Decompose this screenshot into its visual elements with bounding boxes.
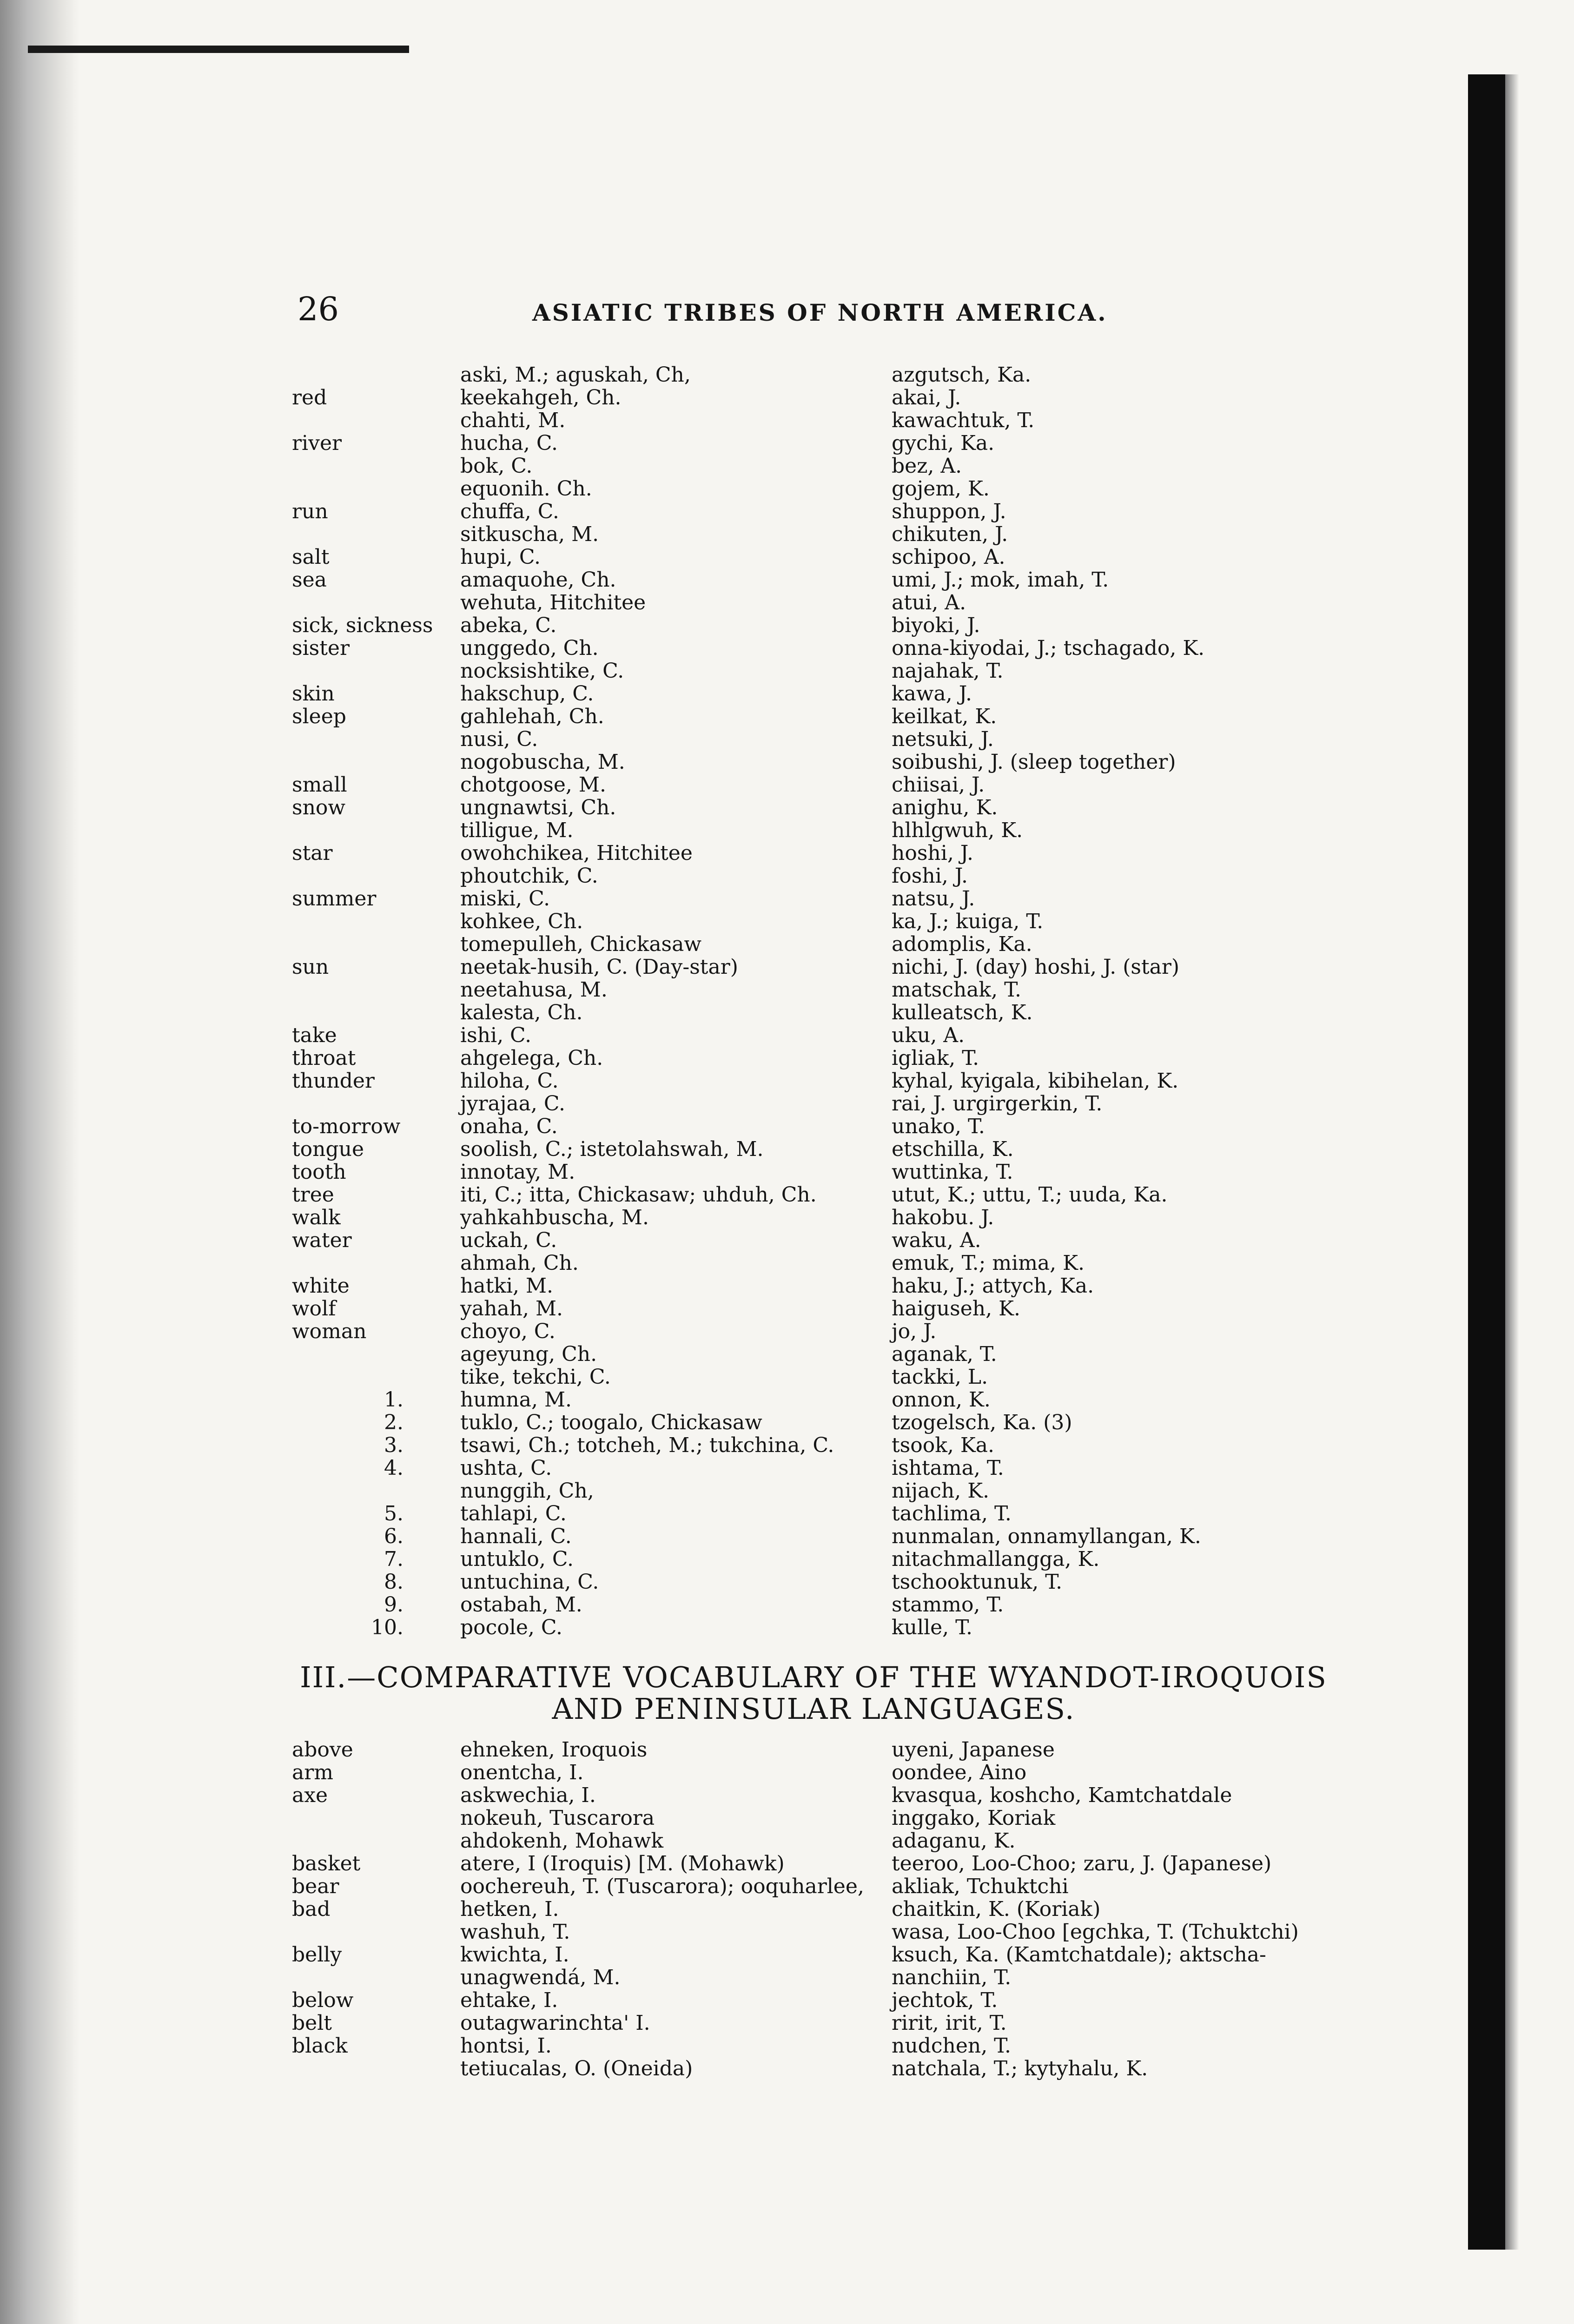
english-word: thunder <box>292 1069 375 1093</box>
american-equivalent: ageyung, Ch. <box>460 1342 597 1366</box>
american-equivalent: chotgoose, M. <box>460 773 606 797</box>
asiatic-equivalent: nanchiin, T. <box>892 1966 1012 1989</box>
asiatic-equivalent: kawachtuk, T. <box>892 409 1035 432</box>
american-equivalent: miski, C. <box>460 887 550 911</box>
american-equivalent: abeka, C. <box>460 614 557 637</box>
american-equivalent: nogobuscha, M. <box>460 750 625 774</box>
american-equivalent: keekahgeh, Ch. <box>460 386 622 409</box>
american-equivalent: pocole, C. <box>460 1616 562 1639</box>
american-equivalent: humna, M. <box>460 1388 572 1412</box>
english-word: run <box>292 500 328 523</box>
american-equivalent: neetahusa, M. <box>460 978 608 1002</box>
american-equivalent: kalesta, Ch. <box>460 1001 583 1024</box>
vocabulary-row <box>292 2012 1375 2034</box>
vocabulary-row <box>292 933 1375 956</box>
asiatic-equivalent: igliak, T. <box>892 1046 979 1070</box>
asiatic-equivalent: hlhlgwuh, K. <box>892 819 1023 842</box>
american-equivalent: onaha, C. <box>460 1115 558 1138</box>
american-equivalent: outagwarinchta' I. <box>460 2011 650 2035</box>
american-equivalent: iti, C.; itta, Chickasaw; uhduh, Ch. <box>460 1183 817 1207</box>
english-word: belly <box>292 1943 342 1967</box>
english-word: sleep <box>292 705 346 728</box>
english-word: wolf <box>292 1297 336 1320</box>
american-equivalent: unagwendá, M. <box>460 1966 621 1989</box>
asiatic-equivalent: kulleatsch, K. <box>892 1001 1033 1024</box>
vocabulary-row <box>292 591 1375 614</box>
vocabulary-row <box>292 1616 1375 1639</box>
vocabulary-row <box>292 2057 1375 2080</box>
vocabulary-row <box>292 523 1375 546</box>
vocabulary-row <box>292 1829 1375 1852</box>
section-heading <box>279 1662 1348 1725</box>
asiatic-equivalent: kawa, J. <box>892 682 972 706</box>
english-word: tree <box>292 1183 334 1207</box>
english-word: river <box>292 431 342 455</box>
asiatic-equivalent: hakobu. J. <box>892 1206 994 1229</box>
section-heading-line-2: AND PENINSULAR LANGUAGES. <box>552 1692 1075 1726</box>
english-word: throat <box>292 1046 356 1070</box>
english-word: salt <box>292 545 330 569</box>
asiatic-equivalent: netsuki, J. <box>892 727 994 751</box>
asiatic-equivalent: hoshi, J. <box>892 841 973 865</box>
american-equivalent: phoutchik, C. <box>460 864 598 888</box>
vocabulary-row <box>292 1434 1375 1457</box>
asiatic-equivalent: utut, K.; uttu, T.; uuda, Ka. <box>892 1183 1168 1207</box>
american-equivalent: kohkee, Ch. <box>460 910 583 933</box>
vocabulary-row <box>292 1898 1375 1921</box>
vocabulary-row <box>292 568 1375 591</box>
asiatic-equivalent: schipoo, A. <box>892 545 1005 569</box>
vocabulary-row <box>292 2034 1375 2057</box>
asiatic-equivalent: wasa, Loo-Choo [egchka, T. (Tchuktchi) <box>892 1920 1299 1944</box>
numeral-label: 5. <box>384 1502 403 1525</box>
vocabulary-row <box>292 477 1375 500</box>
american-equivalent: nusi, C. <box>460 727 538 751</box>
asiatic-equivalent: chaitkin, K. (Koriak) <box>892 1897 1101 1921</box>
american-equivalent: equonih. Ch. <box>460 477 592 501</box>
asiatic-equivalent: uku, A. <box>892 1023 965 1047</box>
english-word: water <box>292 1228 352 1252</box>
vocabulary-row <box>292 1161 1375 1183</box>
vocabulary-row <box>292 1966 1375 1989</box>
american-equivalent: untuklo, C. <box>460 1547 574 1571</box>
vocabulary-row <box>292 1138 1375 1161</box>
numeral-label: 2. <box>384 1411 403 1434</box>
page-header <box>0 290 1574 330</box>
english-word: summer <box>292 887 377 911</box>
american-equivalent: ahgelega, Ch. <box>460 1046 603 1070</box>
asiatic-equivalent: jechtok, T. <box>892 1988 998 2012</box>
vocabulary-row <box>292 751 1375 773</box>
american-equivalent: askwechia, I. <box>460 1783 596 1807</box>
american-equivalent: sitkuscha, M. <box>460 522 599 546</box>
vocabulary-row <box>292 1525 1375 1548</box>
american-equivalent: hannali, C. <box>460 1525 572 1548</box>
asiatic-equivalent: wuttinka, T. <box>892 1160 1013 1184</box>
asiatic-equivalent: keilkat, K. <box>892 705 997 728</box>
asiatic-equivalent: akliak, Tchuktchi <box>892 1875 1069 1898</box>
asiatic-equivalent: foshi, J. <box>892 864 968 888</box>
asiatic-equivalent: oondee, Aino <box>892 1761 1027 1784</box>
american-equivalent: onentcha, I. <box>460 1761 584 1784</box>
american-equivalent: kwichta, I. <box>460 1943 569 1967</box>
american-equivalent: ostabah, M. <box>460 1593 582 1617</box>
english-word: walk <box>292 1206 341 1229</box>
asiatic-equivalent: nitachmallangga, K. <box>892 1547 1100 1571</box>
english-word: basket <box>292 1852 361 1875</box>
asiatic-equivalent: shuppon, J. <box>892 500 1006 523</box>
american-equivalent: amaquohe, Ch. <box>460 568 616 592</box>
vocabulary-row <box>292 910 1375 933</box>
american-equivalent: hiloha, C. <box>460 1069 559 1093</box>
asiatic-equivalent: ka, J.; kuiga, T. <box>892 910 1044 933</box>
american-equivalent: tike, tekchi, C. <box>460 1365 611 1389</box>
asiatic-equivalent: ishtama, T. <box>892 1456 1004 1480</box>
asiatic-equivalent: azgutsch, Ka. <box>892 363 1032 387</box>
vocabulary-row <box>292 386 1375 409</box>
english-word: sister <box>292 636 350 660</box>
vocabulary-row <box>292 1024 1375 1047</box>
asiatic-equivalent: natchala, T.; kytyhalu, K. <box>892 2057 1148 2080</box>
scan-top-rule <box>28 46 409 53</box>
american-equivalent: ahmah, Ch. <box>460 1251 579 1275</box>
vocabulary-row <box>292 796 1375 819</box>
asiatic-equivalent: biyoki, J. <box>892 614 980 637</box>
vocabulary-row <box>292 978 1375 1001</box>
vocabulary-row <box>292 1761 1375 1784</box>
american-equivalent: chuffa, C. <box>460 500 559 523</box>
vocabulary-row <box>292 1411 1375 1434</box>
vocabulary-row <box>292 546 1375 568</box>
american-equivalent: hontsi, I. <box>460 2034 552 2058</box>
vocabulary-row <box>292 773 1375 796</box>
vocabulary-row <box>292 1738 1375 1761</box>
numeral-label: 8. <box>384 1570 403 1594</box>
american-equivalent: innotay, M. <box>460 1160 575 1184</box>
numeral-label: 6. <box>384 1525 403 1548</box>
american-equivalent: ehneken, Iroquois <box>460 1738 648 1762</box>
asiatic-equivalent: gychi, Ka. <box>892 431 995 455</box>
english-word: woman <box>292 1320 367 1343</box>
american-equivalent: nocksishtike, C. <box>460 659 624 683</box>
asiatic-equivalent: tachlima, T. <box>892 1502 1012 1525</box>
asiatic-equivalent: emuk, T.; mima, K. <box>892 1251 1085 1275</box>
vocabulary-row <box>292 1593 1375 1616</box>
asiatic-equivalent: unako, T. <box>892 1115 985 1138</box>
numeral-label: 4. <box>384 1456 403 1480</box>
asiatic-equivalent: stammo, T. <box>892 1593 1004 1617</box>
american-equivalent: ushta, C. <box>460 1456 552 1480</box>
asiatic-equivalent: natsu, J. <box>892 887 975 911</box>
english-word: arm <box>292 1761 333 1784</box>
asiatic-equivalent: aganak, T. <box>892 1342 997 1366</box>
numeral-label: 9. <box>384 1593 403 1617</box>
asiatic-equivalent: uyeni, Japanese <box>892 1738 1055 1762</box>
american-equivalent: neetak-husih, C. (Day-star) <box>460 955 738 979</box>
vocabulary-row <box>292 1457 1375 1479</box>
asiatic-equivalent: chiisai, J. <box>892 773 985 797</box>
american-equivalent: hakschup, C. <box>460 682 594 706</box>
american-equivalent: owohchikea, Hitchitee <box>460 841 693 865</box>
asiatic-equivalent: nijach, K. <box>892 1479 990 1503</box>
english-word: below <box>292 1988 354 2012</box>
numeral-label: 7. <box>384 1547 403 1571</box>
asiatic-equivalent: akai, J. <box>892 386 961 409</box>
asiatic-equivalent: nudchen, T. <box>892 2034 1012 2058</box>
american-equivalent: aski, M.; aguskah, Ch, <box>460 363 691 387</box>
vocabulary-row <box>292 1502 1375 1525</box>
vocabulary-row <box>292 614 1375 637</box>
vocabulary-row <box>292 1388 1375 1411</box>
american-equivalent: hatki, M. <box>460 1274 553 1298</box>
asiatic-equivalent: atui, A. <box>892 591 966 614</box>
american-equivalent: wehuta, Hitchitee <box>460 591 646 614</box>
asiatic-equivalent: nunmalan, onnamyllangan, K. <box>892 1525 1201 1548</box>
vocabulary-row <box>292 1479 1375 1502</box>
american-equivalent: tuklo, C.; toogalo, Chickasaw <box>460 1411 762 1434</box>
american-equivalent: uckah, C. <box>460 1228 557 1252</box>
asiatic-equivalent: nichi, J. (day) hoshi, J. (star) <box>892 955 1180 979</box>
asiatic-equivalent: teeroo, Loo-Choo; zaru, J. (Japanese) <box>892 1852 1272 1875</box>
american-equivalent: chahti, M. <box>460 409 566 432</box>
asiatic-equivalent: kvasqua, koshcho, Kamtchatdale <box>892 1783 1232 1807</box>
american-equivalent: hucha, C. <box>460 431 558 455</box>
english-word: sick, sickness <box>292 614 433 637</box>
english-word: bear <box>292 1875 339 1898</box>
vocabulary-row <box>292 1297 1375 1320</box>
vocabulary-row <box>292 887 1375 910</box>
asiatic-equivalent: jo, J. <box>892 1320 937 1343</box>
vocabulary-row <box>292 1852 1375 1875</box>
vocabulary-row <box>292 409 1375 432</box>
vocabulary-row <box>292 432 1375 455</box>
vocabulary-row <box>292 1274 1375 1297</box>
vocabulary-row <box>292 842 1375 865</box>
vocabulary-row <box>292 1807 1375 1829</box>
asiatic-equivalent: ksuch, Ka. (Kamtchatdale); aktscha- <box>892 1943 1266 1967</box>
english-word: skin <box>292 682 335 706</box>
asiatic-equivalent: chikuten, J. <box>892 522 1008 546</box>
american-equivalent: unggedo, Ch. <box>460 636 599 660</box>
vocabulary-row <box>292 865 1375 887</box>
american-equivalent: hupi, C. <box>460 545 541 569</box>
running-title: ASIATIC TRIBES OF NORTH AMERICA. <box>532 299 1108 326</box>
vocabulary-row <box>292 1571 1375 1593</box>
vocabulary-row <box>292 1875 1375 1898</box>
asiatic-equivalent: matschak, T. <box>892 978 1021 1002</box>
vocabulary-row <box>292 637 1375 660</box>
vocabulary-row <box>292 1548 1375 1571</box>
asiatic-equivalent: ririt, irit, T. <box>892 2011 1007 2035</box>
asiatic-equivalent: najahak, T. <box>892 659 1004 683</box>
american-equivalent: tetiucalas, O. (Oneida) <box>460 2057 693 2080</box>
english-word: bad <box>292 1897 331 1921</box>
asiatic-equivalent: rai, J. urgirgerkin, T. <box>892 1092 1103 1116</box>
numeral-label: 3. <box>384 1433 403 1457</box>
american-equivalent: washuh, T. <box>460 1920 570 1944</box>
english-word: small <box>292 773 347 797</box>
english-word: belt <box>292 2011 332 2035</box>
asiatic-equivalent: tschooktunuk, T. <box>892 1570 1063 1594</box>
asiatic-equivalent: tsook, Ka. <box>892 1433 994 1457</box>
scan-right-shadow <box>1505 74 1519 2250</box>
american-equivalent: tomepulleh, Chickasaw <box>460 932 702 956</box>
american-equivalent: tsawi, Ch.; totcheh, M.; tukchina, C. <box>460 1433 834 1457</box>
vocabulary-row <box>292 1001 1375 1024</box>
asiatic-equivalent: onna-kiyodai, J.; tschagado, K. <box>892 636 1205 660</box>
vocabulary-row <box>292 728 1375 751</box>
american-equivalent: ishi, C. <box>460 1023 532 1047</box>
vocabulary-row <box>292 956 1375 978</box>
vocabulary-row <box>292 1784 1375 1807</box>
american-equivalent: gahlehah, Ch. <box>460 705 604 728</box>
vocabulary-row <box>292 819 1375 842</box>
scan-left-edge <box>0 0 79 2324</box>
vocabulary-row <box>292 1070 1375 1092</box>
vocabulary-row <box>292 1206 1375 1229</box>
english-word: sea <box>292 568 327 592</box>
vocabulary-row <box>292 1183 1375 1206</box>
vocabulary-row <box>292 455 1375 477</box>
numeral-label: 10. <box>371 1616 403 1639</box>
vocabulary-row <box>292 1943 1375 1966</box>
vocabulary-row <box>292 1366 1375 1388</box>
american-equivalent: oochereuh, T. (Tuscarora); ooquharlee, <box>460 1875 864 1898</box>
english-word: tooth <box>292 1160 346 1184</box>
english-word: tongue <box>292 1137 364 1161</box>
asiatic-equivalent: onnon, K. <box>892 1388 991 1412</box>
english-word: snow <box>292 796 346 819</box>
american-equivalent: tilligue, M. <box>460 819 574 842</box>
vocabulary-row <box>292 682 1375 705</box>
asiatic-equivalent: adomplis, Ka. <box>892 932 1032 956</box>
vocabulary-row <box>292 705 1375 728</box>
english-word: take <box>292 1023 337 1047</box>
vocabulary-row <box>292 1252 1375 1274</box>
english-word: sun <box>292 955 329 979</box>
american-equivalent: ahdokenh, Mohawk <box>460 1829 664 1853</box>
vocabulary-row <box>292 1229 1375 1252</box>
vocabulary-table-part-one <box>292 363 1375 1639</box>
vocabulary-row <box>292 363 1375 386</box>
vocabulary-row <box>292 1343 1375 1366</box>
english-word: axe <box>292 1783 328 1807</box>
asiatic-equivalent: anighu, K. <box>892 796 998 819</box>
english-word: to-morrow <box>292 1115 401 1138</box>
vocabulary-row <box>292 660 1375 682</box>
american-equivalent: bok, C. <box>460 454 533 478</box>
asiatic-equivalent: tackki, L. <box>892 1365 988 1389</box>
vocabulary-row <box>292 1092 1375 1115</box>
american-equivalent: jyrajaa, C. <box>460 1092 565 1116</box>
american-equivalent: hetken, I. <box>460 1897 559 1921</box>
vocabulary-row <box>292 1989 1375 2012</box>
asiatic-equivalent: waku, A. <box>892 1228 981 1252</box>
asiatic-equivalent: soibushi, J. (sleep together) <box>892 750 1176 774</box>
english-word: white <box>292 1274 350 1298</box>
vocabulary-row <box>292 1047 1375 1070</box>
american-equivalent: yahkahbuscha, M. <box>460 1206 649 1229</box>
asiatic-equivalent: adaganu, K. <box>892 1829 1016 1853</box>
english-word: above <box>292 1738 353 1762</box>
english-word: black <box>292 2034 348 2058</box>
vocabulary-row <box>292 500 1375 523</box>
american-equivalent: ehtake, I. <box>460 1988 558 2012</box>
american-equivalent: soolish, C.; istetolahswah, M. <box>460 1137 764 1161</box>
asiatic-equivalent: umi, J.; mok, imah, T. <box>892 568 1109 592</box>
asiatic-equivalent: tzogelsch, Ka. (3) <box>892 1411 1072 1434</box>
asiatic-equivalent: haiguseh, K. <box>892 1297 1020 1320</box>
american-equivalent: atere, I (Iroquis) [M. (Mohawk) <box>460 1852 785 1875</box>
american-equivalent: ungnawtsi, Ch. <box>460 796 616 819</box>
page-number: 26 <box>298 290 339 328</box>
american-equivalent: nokeuh, Tuscarora <box>460 1806 655 1830</box>
asiatic-equivalent: gojem, K. <box>892 477 990 501</box>
vocabulary-row <box>292 1115 1375 1138</box>
scan-right-margin-bar <box>1468 74 1505 2250</box>
english-word: red <box>292 386 327 409</box>
numeral-label: 1. <box>384 1388 403 1412</box>
section-heading-line-1: III.—COMPARATIVE VOCABULARY OF THE WYANDOT-IROQUOIS <box>300 1660 1327 1694</box>
asiatic-equivalent: kyhal, kyigala, kibihelan, K. <box>892 1069 1179 1093</box>
asiatic-equivalent: bez, A. <box>892 454 962 478</box>
american-equivalent: untuchina, C. <box>460 1570 599 1594</box>
vocabulary-row <box>292 1320 1375 1343</box>
asiatic-equivalent: inggako, Koriak <box>892 1806 1056 1830</box>
english-word: star <box>292 841 333 865</box>
vocabulary-row <box>292 1921 1375 1943</box>
asiatic-equivalent: haku, J.; attych, Ka. <box>892 1274 1094 1298</box>
asiatic-equivalent: etschilla, K. <box>892 1137 1014 1161</box>
asiatic-equivalent: kulle, T. <box>892 1616 973 1639</box>
vocabulary-table-part-two <box>292 1738 1375 2080</box>
american-equivalent: choyo, C. <box>460 1320 556 1343</box>
american-equivalent: yahah, M. <box>460 1297 563 1320</box>
american-equivalent: nunggih, Ch, <box>460 1479 594 1503</box>
american-equivalent: tahlapi, C. <box>460 1502 567 1525</box>
